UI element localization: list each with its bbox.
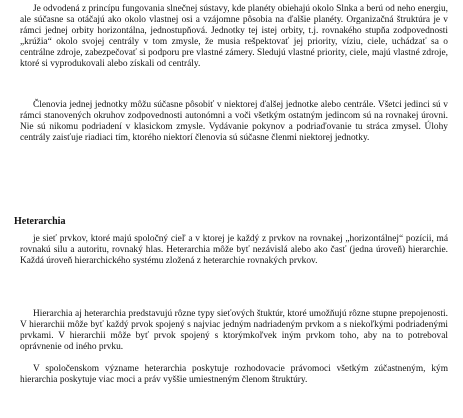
paragraph-network-structures: Hierarchia aj heterarchia predstavujú rôzne typy sieťových štuktúr, ktoré umožňujú rôzne stupne prepojenosti. V hierarchii môže byť každý prvok spojený s najviac jedným nadriadeným prvkom a s niekoľkými podriadenými prvkami. V hierarchii môže byť prvok spojený s ktorýmkoľvek iným prvkom toho, aby na to potreboval oprávnenie od iného prvku. <box>20 309 448 352</box>
paragraph-heterarchy-definition: je sieť prvkov, ktoré majú spoločný cieľ a v ktorej je každý z prvkov na rovnakej „horizontálnej“ pozícii, má rovnakú silu a autoritu, rovnaký hlas. Heterarchia môže byť nezávislá alebo ako časť (jedna úroveň) hierarchie. Každá úroveň hierarchického systému zložená z heterarchie rovnakých prvkov. <box>20 234 448 266</box>
section-heading: Heterarchia <box>14 216 66 227</box>
paragraph-social-meaning: V spoločenskom význame heterarchia poskytuje rozhodovacie právomoci všetkým zúčastneným, kým hierarchia poskytuje viac moci a práv vyššie umiestneným členom štruktúry. <box>20 364 448 385</box>
paragraph-solar-system: Je odvodená z princípu fungovania slnečnej sústavy, kde planéty obiehajú okolo Slnka a berú od neho energiu, ale súčasne sa otáčajú ako okolo vlastnej osi a vzájomne pôsobia na ďalšie planéty. Organizačná štruktúra je v rámci jednej orbity horizontálna, jednostupňová. Jednotky tej istej orbity, t.j. rovnakého stupňa zodpovednosti „krúžia“ okolo svojej centrály v tom zmysle, že musia rešpektovať jej priority, víziu, ciele, uchádzať sa o centrálne zdroje, zabezpečovať si podporu pre vlastné zámery. Sledujú vlastné priority, ciele, majú vlastné zdroje, ktoré si vyprodukovali alebo získali od centrály. <box>20 4 448 69</box>
paragraph-unit-members: Členovia jednej jednotky môžu súčasne pôsobiť v niektorej ďalšej jednotke alebo centrále. Všetci jedinci sú v rámci stanovených okruhov zodpovednosti autonómni a voči všetkým ostatným jedincom sú na rovnakej úrovni. Nie sú nikomu podriadení v klasickom zmysle. Vydávanie pokynov a podriaďovanie tu stráca zmysel. Úlohy centrály zaisťuje riadiaci tím, ktorého niektorí členovia sú súčasne členmi niektorej jednotky. <box>20 100 448 143</box>
